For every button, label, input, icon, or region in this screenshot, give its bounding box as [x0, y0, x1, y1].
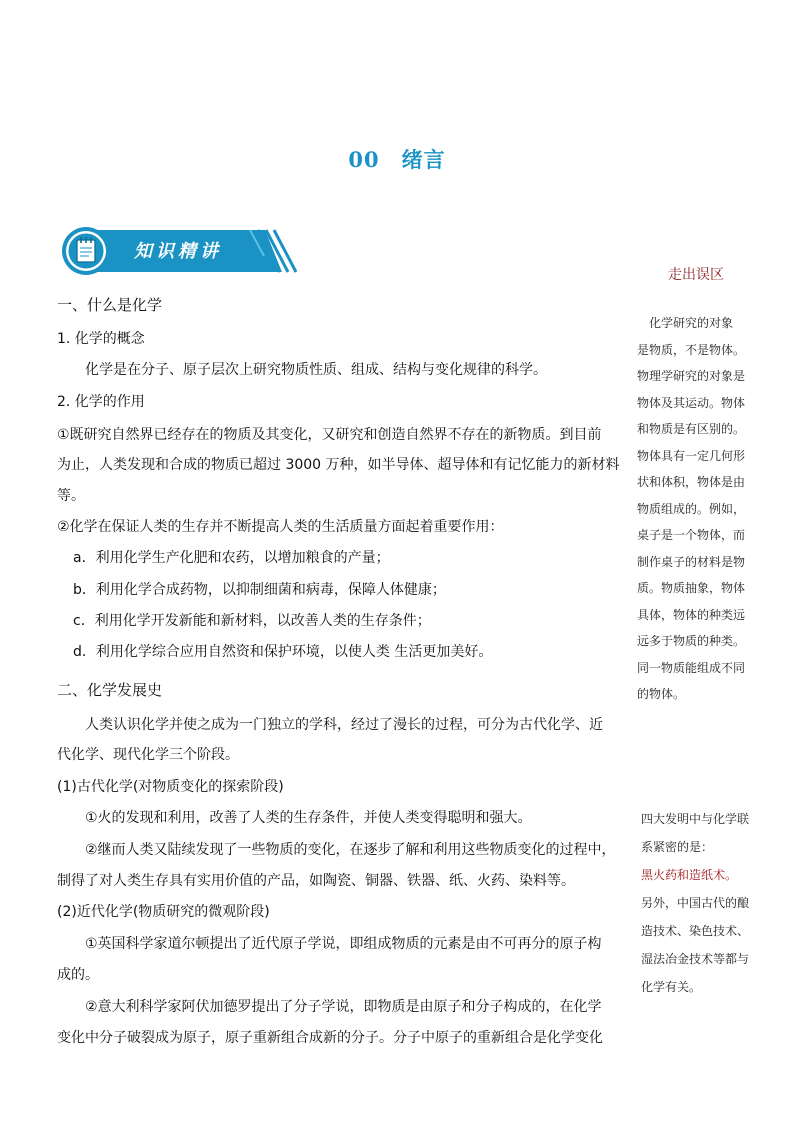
- paragraph-line: 代化学、现代化学三个阶段。: [57, 747, 239, 763]
- banner-label: 知识精讲: [134, 241, 222, 262]
- note-line: 桌子是一个物体，而: [637, 528, 746, 542]
- paragraph-line: ①英国科学家道尔顿提出了近代原子学说，即组成物质的元素是由不可再分的原子构: [85, 936, 602, 952]
- paragraph-line: 成的。: [57, 967, 99, 983]
- paragraph-line: ②继而人类又陆续发现了一些物质的变化，在逐步了解和利用这些物质变化的过程中，: [85, 842, 616, 858]
- note-line: 的物体。: [637, 687, 686, 701]
- paragraph: 化学是在分子、原子层次上研究物质性质、组成、结构与变化规律的科学。: [85, 362, 547, 378]
- note-line: 同一物质能组成不同: [637, 660, 746, 675]
- list-item: d．利用化学综合应用自然资和保护环境，以使人类 生活更加美好。: [73, 644, 493, 660]
- paragraph-line: 制得了对人类生存具有实用价值的产品，如陶瓷、铜器、铁器、纸、火药、染料等。: [57, 873, 575, 889]
- sidebar-note-inventions: [641, 805, 773, 1001]
- note-line: 物体具有一定几何形: [637, 448, 746, 463]
- note-line: 远多于物质的种类。: [637, 634, 746, 648]
- note-line: 状和体积，物体是由: [637, 475, 746, 489]
- subheading-concept: 1. 化学的概念: [57, 331, 145, 347]
- title-number: 00: [348, 147, 380, 172]
- note-line: 制作桌子的材料是物: [637, 554, 746, 569]
- title-text: 绪言: [401, 147, 446, 172]
- note-line: 物理学研究的对象是: [637, 369, 746, 383]
- note-line: 具体，物体的种类远: [637, 607, 746, 622]
- note-line: 物体及其运动。物体: [637, 395, 746, 410]
- note-line: 和物质是有区别的。: [637, 422, 746, 436]
- notebook-icon: [77, 237, 95, 262]
- note-line: 物质组成的。例如，: [637, 501, 746, 516]
- subheading-ancient: (1)古代化学(对物质变化的探索阶段): [57, 779, 284, 795]
- paragraph-line: ①火的发现和利用，改善了人类的生存条件，并使人类变得聪明和强大。: [85, 810, 532, 826]
- list-item: b．利用化学合成药物，以抑制细菌和病毒，保障人体健康；: [73, 582, 446, 598]
- note-line: 是物质，不是物体。: [637, 342, 746, 357]
- note-highlight: 黑火药和造纸术。: [641, 868, 738, 882]
- paragraph-line: ②化学在保证人类的生存并不断提高人类的生活质量方面起着重要作用：: [57, 519, 504, 535]
- paragraph-line: 变化中分子破裂成为原子，原子重新组合成新的分子。分子中原子的重新组合是化学变化: [57, 1030, 603, 1046]
- section-2-heading: 二、化学发展史: [57, 681, 163, 699]
- note-line: 湿法冶金技术等都与: [641, 952, 750, 966]
- paragraph-line: ②意大利科学家阿伏加德罗提出了分子学说，即物质是由原子和分子构成的，在化学: [85, 999, 602, 1015]
- paragraph-line: 人类认识化学并使之成为一门独立的学科，经过了漫长的过程，可分为古代化学、近: [85, 717, 603, 733]
- note-line: 质。物质抽象，物体: [637, 581, 746, 595]
- sidebar-note-misconception: [637, 310, 769, 708]
- section-1-heading: 一、什么是化学: [57, 296, 163, 314]
- sidebar-title: 走出误区: [668, 267, 724, 283]
- note-line: 化学有关。: [641, 980, 702, 994]
- note-line: 化学研究的对象: [637, 316, 734, 330]
- paragraph-line: 为止，人类发现和合成的物质已超过 3000 万种，如半导体、超导体和有记忆能力的新材料: [57, 457, 620, 473]
- paragraph-line: 等。: [57, 488, 85, 504]
- note-line: 另外，中国古代的酿: [641, 896, 750, 910]
- note-line: 系紧密的是：: [641, 840, 714, 854]
- subheading-role: 2. 化学的作用: [57, 394, 145, 410]
- paragraph-line: ①既研究自然界已经存在的物质及其变化，又研究和创造自然界不存在的新物质。到目前: [57, 427, 602, 443]
- subheading-modern: (2)近代化学(物质研究的微观阶段): [57, 904, 270, 920]
- list-item: a．利用化学生产化肥和农药，以增加粮食的产量；: [73, 550, 390, 566]
- page-title: [0, 144, 794, 174]
- note-line: 造技术、染色技术、: [641, 924, 750, 938]
- note-line: 四大发明中与化学联: [641, 812, 750, 826]
- list-item: c．利用化学开发新能和新材料，以改善人类的生存条件；: [73, 613, 431, 629]
